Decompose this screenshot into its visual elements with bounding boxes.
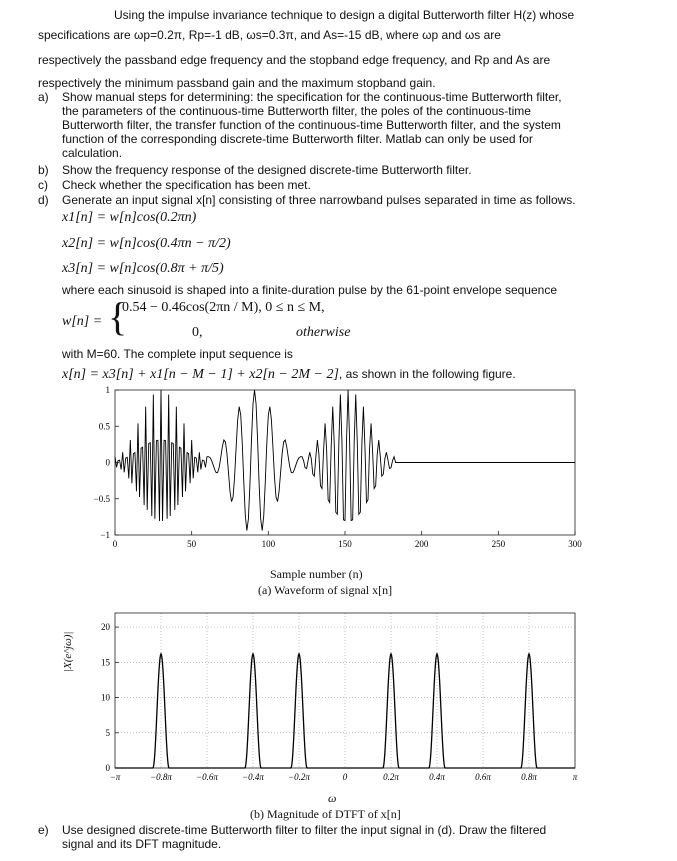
item-c-letter: c) [38,178,48,192]
item-a-line-3: Butterworth filter, the transfer function of the continuous-time Butterworth filter, and the system [62,118,561,132]
intro-line-4: respectively the minimum passband gain and the maximum stopband gain. [38,76,436,90]
figure-b-xtick-label: 0.4π [429,772,445,782]
equation-x1: x1[n] = w[n]cos(0.2πn) [62,210,197,225]
figure-b-ytick-label: 0 [105,763,110,773]
item-e-line-1: Use designed discrete-time Butterworth filter to filter the input signal in (d). Draw the filtered [62,823,547,837]
figure-b-xtick-label: −0.4π [242,772,264,782]
figure-a-ytick-label: 0.5 [98,421,110,432]
item-b-letter: b) [38,163,49,177]
m-statement: with M=60. The complete input sequence is [62,347,293,361]
figure-a-xtick-label: 100 [261,539,276,549]
figure-b-plot-group [101,613,578,782]
figure-b-ylabel: |X(e^jω)| [62,631,74,672]
figure-b-ytick-label: 5 [105,727,110,738]
figure-b-xtick-label: π [572,772,578,782]
figure-a-xtick-label: 250 [491,539,506,549]
figure-b-caption: (b) Magnitude of DTFT of x[n] [250,807,401,821]
figure-b-xtick-label: 0.6π [475,772,491,782]
figure-b-frame [115,613,575,768]
item-b-text: Show the frequency response of the designed discrete-time Butterworth filter. [62,163,472,177]
intro-line-3: respectively the passband edge frequency and the stopband edge frequency, and Rp and As are [38,53,551,67]
figure-a-plot-group [94,385,583,549]
figure-a-xtick-label: 150 [338,539,352,549]
figure-b-xtick-label: 0.2π [383,772,399,782]
figure-b-ytick-label: 20 [101,622,110,633]
item-e-letter: e) [38,823,49,837]
figure-a-signal-line [115,390,575,531]
item-a-line-2: the parameters of the continuous-time Butterworth filter, the poles of the continuous-time [62,104,531,118]
item-e-line-2: signal and its DFT magnitude. [62,837,222,851]
equation-x2: x2[n] = w[n]cos(0.4πn − π/2) [62,236,231,251]
window-lhs: w[n] = [62,314,103,329]
figure-a-xtick-label: 300 [568,539,582,549]
equation-x3: x3[n] = w[n]cos(0.8π + π/5) [62,261,224,276]
window-case-2-value: 0, [192,325,203,340]
figure-a-ytick-label: 1 [105,385,110,395]
item-d-letter: d) [38,193,49,207]
input-sequence-line [62,365,516,383]
input-sequence-tail: , as shown in the following figure. [338,367,516,381]
item-a-line-5: calculation. [62,146,123,160]
intro-line-1: Using the impulse invariance technique to design a digital Butterworth filter H(z) whose [114,8,575,22]
item-a-letter: a) [38,90,49,104]
figure-a-xtick-label: 50 [187,539,197,549]
figure-a-caption: (a) Waveform of signal x[n] [258,583,393,597]
envelope-description: where each sinusoid is shaped into a finite-duration pulse by the 61-point envelope sequence [62,283,557,297]
figure-a-ytick-label: 0 [105,457,110,468]
figure-a-xlabel: Sample number (n) [270,567,363,581]
figure-b-ytick-label: 15 [101,657,110,668]
figure-a-ytick-label: −1 [100,530,110,540]
item-d-text: Generate an input signal x[n] consisting of three narrowband pulses separated in time as follows. [62,193,576,207]
figure-b-xlabel: ω [328,791,337,805]
figure-b-dtft [60,605,580,805]
figure-b-xtick-label: 0 [342,772,348,782]
figure-a-ytick-label: −0.5 [93,493,110,504]
figure-b-ytick-label: 10 [101,692,110,703]
figure-a-xtick-label: 0 [112,539,118,549]
window-case-2-condition: otherwise [296,325,351,340]
item-a-line-1: Show manual steps for determining: the specification for the continuous-time Butterworth filter, [62,90,562,104]
figure-b-xtick-label: −0.6π [196,772,218,782]
input-sequence-equation: x[n] = x3[n] + x1[n − M − 1] + x2[n − 2M − 2] [62,367,339,382]
figure-b-xtick-label: −0.2π [288,772,310,782]
figure-a-xtick-label: 200 [414,539,429,549]
figure-b-xtick-label: −0.8π [150,772,172,782]
window-case-1: 0.54 − 0.46cos(2πn / M), 0 ≤ n ≤ M, [122,300,325,315]
figure-b-xtick-label: −π [109,772,121,782]
figure-b-xtick-label: 0.8π [521,772,537,782]
intro-line-2: specifications are ωp=0.2π, Rp=-1 dB, ωs=0.3π, and As=-15 dB, where ωp and ωs are [38,28,501,42]
item-c-text: Check whether the specification has been met. [62,178,311,192]
item-a-line-4: function of the corresponding discrete-time Butterworth filter. Matlab can only be used for [62,132,533,146]
window-brace: { [108,294,128,339]
figure-a-waveform [60,382,580,587]
